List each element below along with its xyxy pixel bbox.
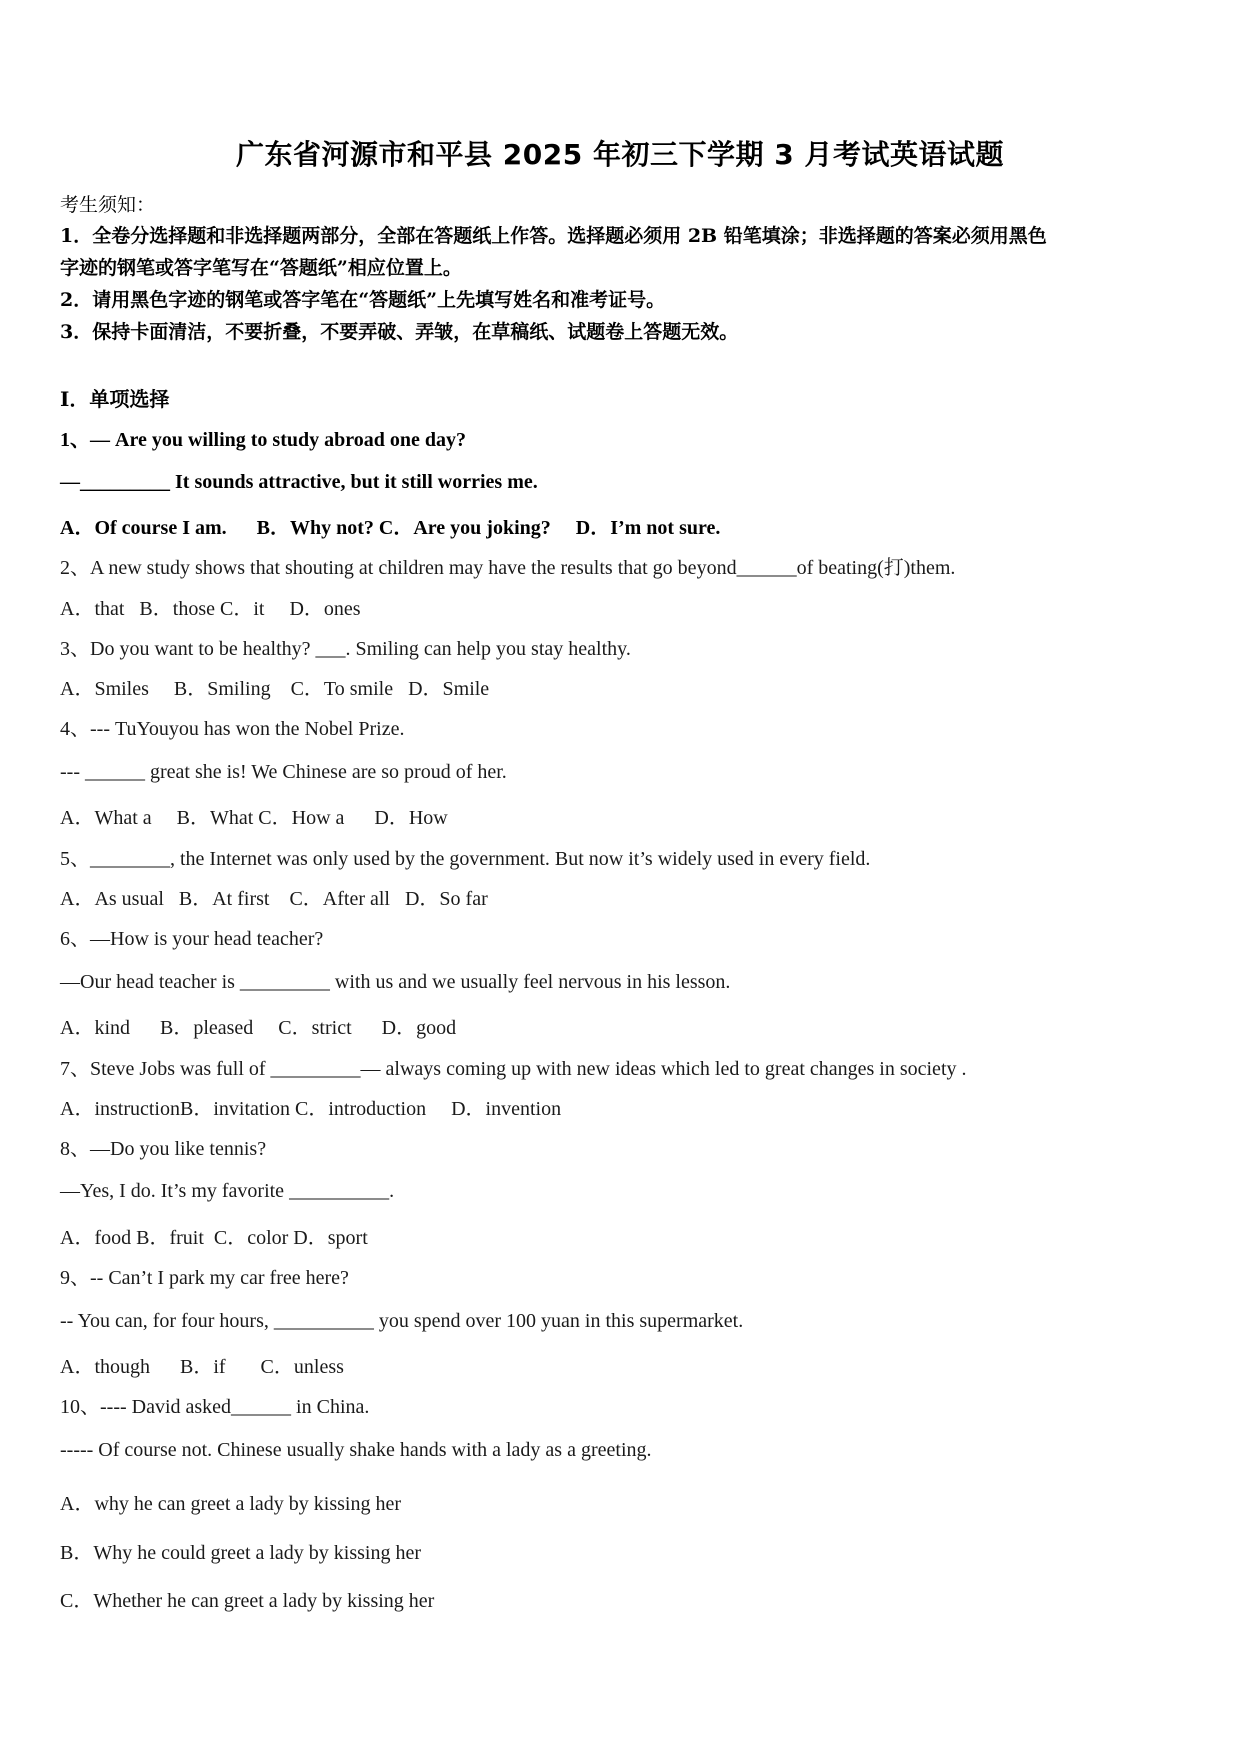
- question-9-options: A．though B．if C．unless: [60, 1356, 344, 1378]
- question-3-options: A．Smiles B．Smiling C．To smile D．Smile: [60, 678, 490, 700]
- question-9-reply: -- You can, for four hours, __________ you spend over 100 yuan in this supermarket.: [60, 1310, 744, 1332]
- question-4-stem: 4、--- TuYouyou has won the Nobel Prize.: [60, 718, 405, 740]
- notice-line-3: 2．请用黑色字迹的钢笔或答字笔在“答题纸”上先填写姓名和准考证号。: [60, 289, 666, 311]
- notice-line-4: 3．保持卡面清洁，不要折叠，不要弄破、弄皱，在草稿纸、试题卷上答题无效。: [60, 321, 739, 343]
- question-7-options: A．instructionB．invitation C．introduction D．invention: [60, 1098, 562, 1120]
- question-10-option-c: C．Whether he can greet a lady by kissing her: [60, 1590, 435, 1612]
- question-5-stem: 5、________, the Internet was only used by the government. But now it’s widely used in every field.: [60, 848, 871, 870]
- question-2-options: A．that B．those C．it D．ones: [60, 598, 361, 620]
- question-4-reply: --- ______ great she is! We Chinese are so proud of her.: [60, 761, 507, 783]
- question-8-stem: 8、—Do you like tennis?: [60, 1138, 267, 1160]
- notice-line-2: 字迹的钢笔或答字笔写在“答题纸”相应位置上。: [60, 257, 462, 279]
- notice-line-1: 1．全卷分选择题和非选择题两部分，全部在答题纸上作答。选择题必须用 2B 铅笔填涂；非选择题的答案必须用黑色: [60, 225, 1047, 247]
- question-1-reply: —_________ It sounds attractive, but it still worries me.: [60, 471, 538, 493]
- question-6-stem: 6、—How is your head teacher?: [60, 928, 324, 950]
- question-10-reply: ----- Of course not. Chinese usually shake hands with a lady as a greeting.: [60, 1439, 652, 1461]
- question-10-stem: 10、---- David asked______ in China.: [60, 1396, 370, 1418]
- question-8-options: A．food B．fruit C．color D．sport: [60, 1227, 368, 1249]
- question-1-options: A．Of course I am. B．Why not? C．Are you joking? D．I’m not sure.: [60, 517, 721, 539]
- section-heading: Ⅰ．单项选择: [60, 387, 170, 411]
- question-4-options: A．What a B．What C．How a D．How: [60, 807, 448, 829]
- question-3-stem: 3、Do you want to be healthy? ___. Smiling can help you stay healthy.: [60, 638, 631, 660]
- question-5-options: A．As usual B．At first C．After all D．So far: [60, 888, 488, 910]
- question-6-options: A．kind B．pleased C．strict D．good: [60, 1017, 457, 1039]
- notice-heading: 考生须知：: [60, 194, 156, 216]
- question-10-option-a: A．why he can greet a lady by kissing her: [60, 1493, 402, 1515]
- question-10-option-b: B．Why he could greet a lady by kissing her: [60, 1542, 422, 1564]
- question-2-stem: 2、A new study shows that shouting at children may have the results that go beyond______of beating(打)them.: [60, 557, 956, 579]
- exam-title: 广东省河源市和平县 2025 年初三下学期 3 月考试英语试题: [236, 138, 1004, 171]
- question-9-stem: 9、-- Can’t I park my car free here?: [60, 1267, 349, 1289]
- question-7-stem: 7、Steve Jobs was full of _________— always coming up with new ideas which led to great changes in society .: [60, 1058, 967, 1080]
- question-8-reply: —Yes, I do. It’s my favorite __________.: [60, 1180, 395, 1202]
- question-1-stem: 1、— Are you willing to study abroad one day?: [60, 429, 466, 451]
- question-6-reply: —Our head teacher is _________ with us and we usually feel nervous in his lesson.: [60, 971, 731, 993]
